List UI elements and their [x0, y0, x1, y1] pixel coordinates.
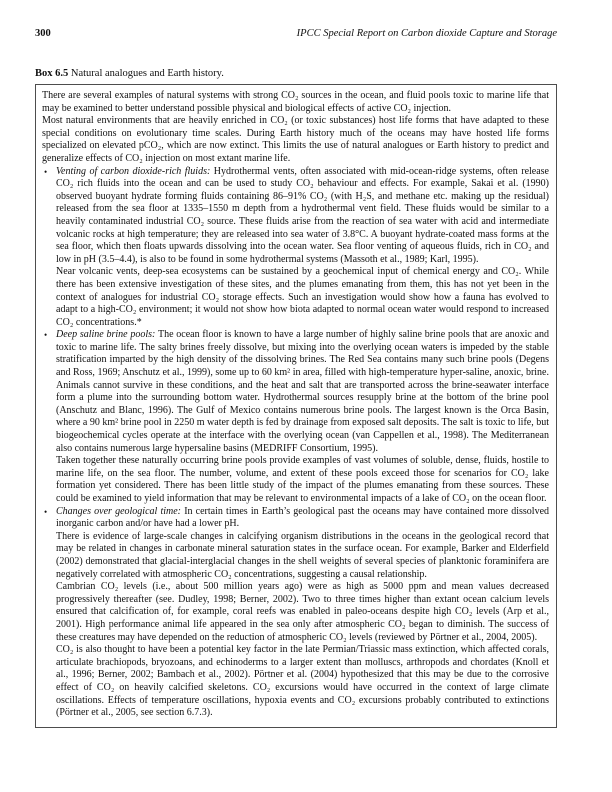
bullet-text: Hydrothermal vents, often associated with mid-ocean-ridge systems, often release CO₂ rich fluids into the ocean and can be used to study CO₂ behaviour and effects. For example, Sakai et al. (1990) observed buoyant hydrate forming fluids containing 86–91% CO₂ (with H₂S, and methane etc. making up the residual) released from the sea floor at 1335–1550 m depth from a hydrothermal vent field. These fluids would be similar to a heavily contaminated industrial CO₂ source. These fluids arise from the reaction of sea water with acid and intermediate volcanic rocks at high temperature; they are released into sea water of 3.8°C. A buoyant hydrate-coated mass forms at the sea floor, which then floats upwards dissolving into the ocean water. Sea floor venting of aqueous fluids, rich in CO₂ and low in pH (3.5–4.4), is also to be found in some hydrothermal systems (Massoth et al., 1989; Karl, 1995).	[56, 165, 549, 265]
bullet-paragraph: There is evidence of large-scale changes in calcifying organism distributions in the oceans in the geological record that may be related in changes in carbonate mineral saturation states in the surface ocean. For example, Barker and Elderfield (2002) demonstrated that glacial-interglacial changes in the shell weights of several species of planktonic foraminifera are negatively correlated with atmospheric CO₂ concentrations, suggesting a causal relationship.	[56, 530, 549, 580]
bullet-text: The ocean floor is known to have a large number of highly saline brine pools that are anoxic and toxic to marine life. The salty brines freely dissolve, but mixing into the overlying ocean waters is impeded by the stable stratification imparted by the high density of the dissolving brines. The Red Sea contains many such brine pools (Degens and Ross, 1969; Anschutz et al., 1999), some up to 60 km² in area, filled with high-temperature hyper-saline, anoxic, brine. Animals cannot survive in these conditions, and the heat and salt that are transported across the brine-seawater interface form a plume into the surrounding bottom water. Hydrothermal sources resupply brine at the bottom of the brine pool (Anschutz and Blanc, 1996). The Gulf of Mexico contains numerous brine pools. The largest known is the Orca Basin, where a 90 km² brine pool in 2250 m water depth is fed by drainage from exposed salt deposits. The salt is toxic to life, but biogeochemical cycles operate at the interface with the overlying ocean (van Cappellen et al., 1998). The Mediterranean also contains numerous large hypersaline basins (MEDRIFF Consortium, 1995).	[56, 329, 549, 454]
bullet-marker: •	[44, 330, 48, 341]
page-number: 300	[35, 28, 51, 39]
bullet-text: In certain times in Earth’s geological past the oceans may have contained more dissolved inorganic carbon and/or have had a lower pH.	[56, 505, 550, 530]
box-title: Natural analogues and Earth history.	[70, 68, 224, 79]
page-header	[35, 27, 557, 40]
bullet-paragraph: Near volcanic vents, deep-sea ecosystems can be sustained by a geochemical input of chemical energy and CO₂. While there has been extensive investigation of these sites, and the plumes emanating from them, this has not yet been in the context of analogues for industrial CO₂ storage effects. Such an investigation would show how a fauna has evolved to adapt to a high-CO₂ environment; it would not show how biota adapted to normal ocean water would respond to increased CO₂ concentrations.*	[56, 266, 549, 328]
bullet-paragraph: Cambrian CO₂ levels (i.e., about 500 million years ago) were as high as 5000 ppm and mean values decreased progressively thereafter (see. Dudley, 1998; Berner, 2002). Two to three times higher than extant ocean calcium levels ensured that calcification of, for example, coral reefs was enabled in paleo-oceans despite high CO₂ levels (Arp et al., 2001). High performance animal life appeared in the sea only after atmospheric CO₂ began to diminish. The success of these creatures may have depended on the reduction of atmospheric CO₂ levels (reviewed by Pörtner et al., 2004, 2005).	[56, 581, 549, 643]
bullet-lead: Changes over geological time:	[56, 505, 182, 517]
intro-paragraph: There are several examples of natural systems with strong CO₂ sources in the ocean, and fluid pools toxic to marine life that may be examined to better understand possible physical and biological effects of active CO₂ injection.	[42, 90, 549, 114]
bullet-paragraph	[56, 506, 549, 531]
bullet-lead: Deep saline brine pools:	[56, 329, 156, 341]
bullet-item-venting	[42, 166, 549, 330]
box-label: Box 6.5	[35, 68, 69, 79]
bullet-item-brine-pools	[42, 329, 549, 505]
bullet-paragraph: CO₂ is also thought to have been a potential key factor in the late Permian/Triassic mass extinction, which affected corals, articulate brachiopods, bryozoans, and echinoderms to a larger extent than molluscs, arthropods and chordates (Knoll et al., 1996; Berner, 2002; Bambach et al., 2002). Pörtner et al. (2004) hypothesized that this may be due to the corrosive effect of CO₂ on heavily calcified skeletons. CO₂ excursions would have occurred in the context of large climate oscillations. Effects of temperature oscillations, hypoxia events and CO₂ excursions probably contributed to extinctions (Pörtner et al., 2005, see section 6.7.3).	[56, 644, 549, 719]
content-box	[35, 84, 557, 728]
bullet-item-geological-time	[42, 506, 549, 720]
header-title: IPCC Special Report on Carbon dioxide Capture and Storage	[296, 28, 557, 39]
bullet-paragraph: Taken together these naturally occurring brine pools provide examples of vast volumes of soluble, dense, fluids, hostile to marine life, on the sea floor. The number, volume, and extent of these pools exceed those for scenarios for CO₂ lake formation yet considered. There has been little study of the impact of the plumes emanating from these sources. These could be examined to yield information that may be relevant to environmental impacts of a lake of CO₂ on the ocean floor.	[56, 455, 549, 504]
box-heading	[35, 67, 557, 80]
bullet-lead: Venting of carbon dioxide-rich fluids:	[56, 165, 211, 177]
bullet-paragraph	[56, 166, 549, 267]
bullet-paragraph	[56, 329, 549, 455]
intro-paragraph: Most natural environments that are heavily enriched in CO₂ (or toxic substances) host life forms that have adapted to these special conditions on evolutionary time scales. During Earth history much of the oceans may have hosted life forms specialized on elevated pCO₂, which are now extinct. This limits the use of natural analogues or Earth history to predict and generalize effects of CO₂ injection on most extant marine life.	[42, 115, 549, 164]
bullet-marker: •	[44, 506, 48, 517]
bullet-marker: •	[44, 166, 48, 177]
